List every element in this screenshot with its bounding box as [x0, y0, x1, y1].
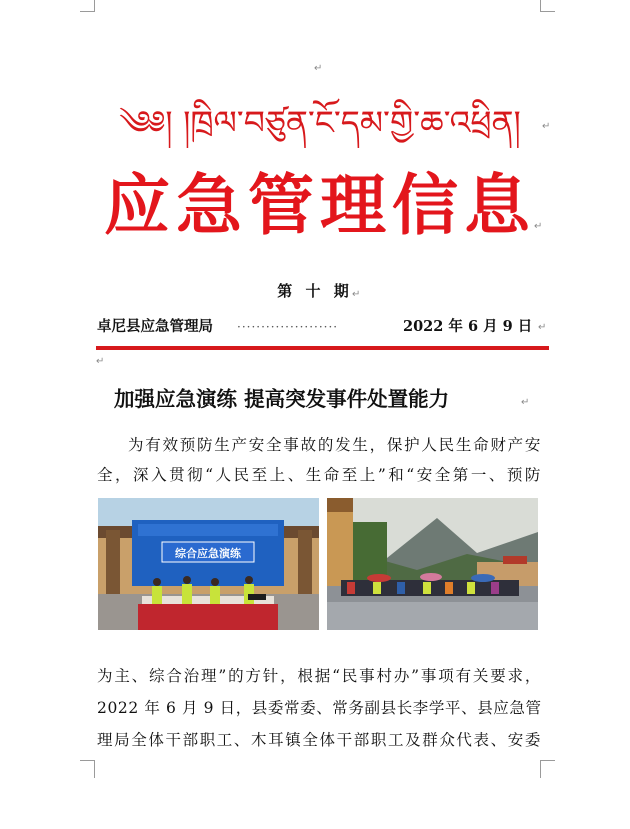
paragraph-line: 理局全体干部职工、木耳镇全体干部职工及群众代表、安委 [97, 731, 541, 749]
paragraph-mark-icon: ↵ [521, 397, 530, 408]
paragraph-line: 2022 年 6 月 9 日，县委常委、常务副县长李学平、县应急管 [97, 699, 542, 717]
red-divider [96, 346, 549, 350]
crop-mark-top-left-h [80, 11, 95, 12]
main-title: 应急管理信息 [104, 166, 536, 244]
sender-name: 卓尼县应急管理局 [97, 318, 213, 335]
crop-mark-bottom-right-h [540, 760, 555, 761]
paragraph-line: 为有效预防生产安全事故的发生，保护人民生命财产安 [128, 436, 541, 454]
crop-mark-bottom-left-h [80, 760, 95, 761]
issue-number: 第 十 期 [277, 282, 353, 300]
crop-mark-top-right-h [540, 11, 555, 12]
photo-drill-ceremony [98, 498, 319, 630]
crop-mark-top-left-v [94, 0, 95, 11]
leader-dots: ····················· [237, 320, 339, 334]
banner-text: 综合应急演练 [175, 547, 241, 560]
paragraph-line: 全，深入贯彻“人民至上、生命至上”和“安全第一、预防 [97, 466, 541, 484]
paragraph-mark-icon: ↵ [314, 63, 323, 74]
paragraph-mark-icon: ↵ [542, 121, 551, 132]
crop-mark-top-right-v [540, 0, 541, 11]
tibetan-title: ༄༅། །ཁྲིལ་བཙུན་ངོ་དམ་གྱི་ཆ་འཕྲིན། [119, 103, 521, 142]
crop-mark-bottom-left-v [94, 760, 95, 778]
paragraph-mark-icon: ↵ [534, 221, 543, 232]
issue-date: 2022 年 6 月 9 日 [403, 318, 533, 335]
paragraph-mark-icon: ↵ [96, 356, 105, 367]
article-headline: 加强应急演练 提高突发事件处置能力 [114, 387, 450, 411]
photo-drill-field [327, 498, 538, 630]
paragraph-mark-icon: ↵ [352, 289, 361, 300]
paragraph-line: 为主、综合治理”的方针，根据“民事村办”事项有关要求， [97, 667, 541, 685]
crop-mark-bottom-right-v [540, 760, 541, 778]
paragraph-mark-icon: ↵ [538, 322, 547, 333]
